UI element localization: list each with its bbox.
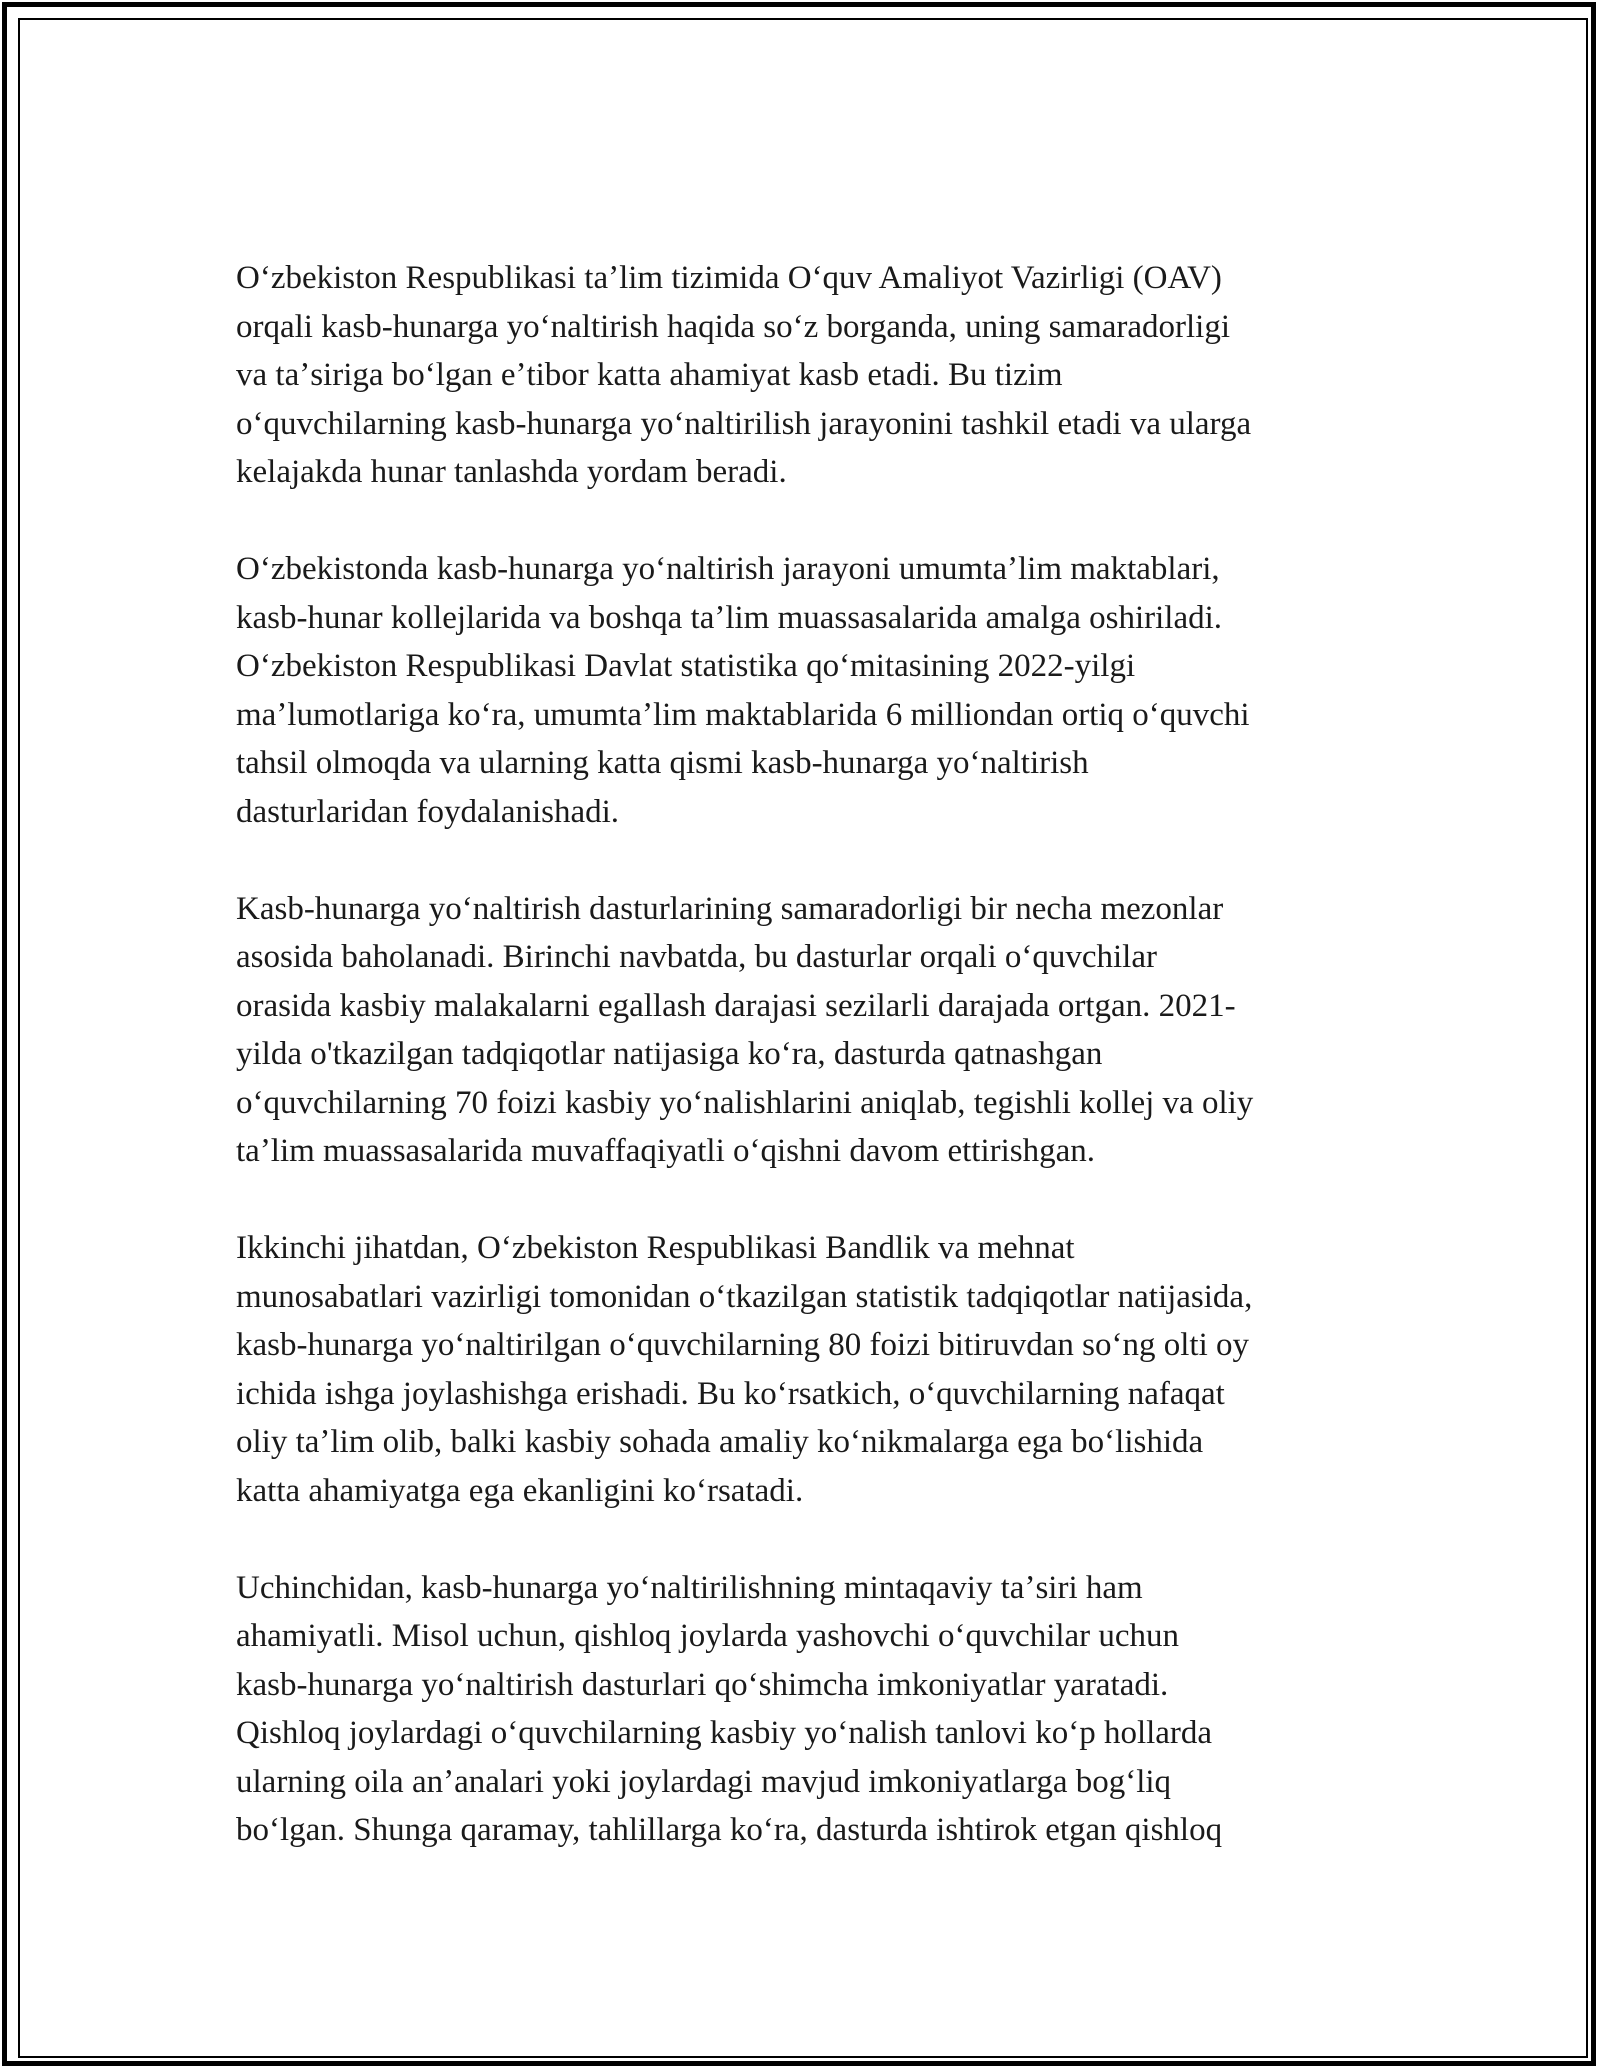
text-line: kasb-hunarga yoʻnaltirilgan oʻquvchilarning 80 foizi bitiruvdan soʻng olti oy: [236, 1327, 1250, 1363]
text-line: Oʻzbekiston Respublikasi taʼlim tizimida Oʻquv Amaliyot Vazirligi (OAV): [236, 260, 1222, 296]
text-line: Oʻzbekistonda kasb-hunarga yoʻnaltirish jarayoni umumtaʼlim maktablari,: [236, 551, 1220, 587]
paragraph: [236, 885, 1376, 1176]
text-line: ularning oila anʼanalari yoki joylardagi mavjud imkoniyatlarga bogʻliq: [236, 1763, 1172, 1800]
text-line: orqali kasb-hunarga yoʻnaltirish haqida soʻz borganda, uning samaradorligi: [236, 308, 1231, 345]
text-line: Oʻzbekiston Respublikasi Davlat statistika qoʻmitasining 2022-yilgi: [236, 648, 1136, 684]
text-line: boʻlgan. Shunga qaramay, tahlillarga koʻra, dasturda ishtirok etgan qishloq: [236, 1812, 1223, 1848]
text-line: oʻquvchilarning kasb-hunarga yoʻnaltirilish jarayonini tashkil etadi va ularga: [236, 405, 1252, 442]
text-line: orasida kasbiy malakalarni egallash darajasi sezilarli darajada ortgan. 2021-: [236, 987, 1236, 1024]
text-line: Uchinchidan, kasb-hunarga yoʻnaltirilishning mintaqaviy taʼsiri ham: [236, 1569, 1143, 1606]
text-line: kasb-hunarga yoʻnaltirish dasturlari qoʻshimcha imkoniyatlar yaratadi.: [236, 1666, 1169, 1703]
text-line: ichida ishga joylashishga erishadi. Bu koʻrsatkich, oʻquvchilarning nafaqat: [236, 1375, 1225, 1412]
text-line: oliy taʼlim olib, balki kasbiy sohada amaliy koʻnikmalarga ega boʻlishida: [236, 1424, 1204, 1460]
text-line: taʼlim muassasalarida muvaffaqiyatli oʻqishni davom ettirishgan.: [236, 1133, 1096, 1169]
text-line: Qishloq joylardagi oʻquvchilarning kasbiy yoʻnalish tanlovi koʻp hollarda: [236, 1715, 1213, 1751]
text-line: munosabatlari vazirligi tomonidan oʻtkazilgan statistik tadqiqotlar natijasida,: [236, 1278, 1253, 1315]
text-line: tahsil olmoqda va ularning katta qismi kasb-hunarga yoʻnaltirish: [236, 745, 1089, 781]
text-line: kasb-hunar kollejlarida va boshqa taʼlim muassasalarida amalga oshiriladi.: [236, 599, 1223, 636]
text-line: asosida baholanadi. Birinchi navbatda, bu dasturlar orqali oʻquvchilar: [236, 939, 1157, 975]
text-line: Ikkinchi jihatdan, Oʻzbekiston Respublikasi Bandlik va mehnat: [236, 1230, 1075, 1266]
text-line: va taʼsiriga boʻlgan eʼtibor katta ahamiyat kasb etadi. Bu tizim: [236, 357, 1063, 393]
text-line: kelajakda hunar tanlashda yordam beradi.: [236, 454, 787, 490]
text-line: ahamiyatli. Misol uchun, qishloq joylarda yashovchi oʻquvchilar uchun: [236, 1618, 1180, 1654]
text-line: katta ahamiyatga ega ekanligini koʻrsatadi.: [236, 1472, 804, 1509]
paragraph: [236, 1564, 1376, 1855]
text-line: oʻquvchilarning 70 foizi kasbiy yoʻnalishlarini aniqlab, tegishli kollej va oliy: [236, 1084, 1254, 1121]
text-line: Kasb-hunarga yoʻnaltirish dasturlarining samaradorligi bir necha mezonlar: [236, 890, 1224, 927]
paragraph: [236, 545, 1376, 836]
text-line: maʼlumotlariga koʻra, umumtaʼlim maktablarida 6 milliondan ortiq oʻquvchi: [236, 696, 1250, 733]
text-line: dasturlaridan foydalanishadi.: [236, 793, 620, 830]
document-body: [236, 254, 1376, 1903]
paragraph: [236, 254, 1376, 497]
text-line: yilda o'tkazilgan tadqiqotlar natijasiga koʻra, dasturda qatnashgan: [236, 1036, 1103, 1072]
paragraph: [236, 1224, 1376, 1515]
